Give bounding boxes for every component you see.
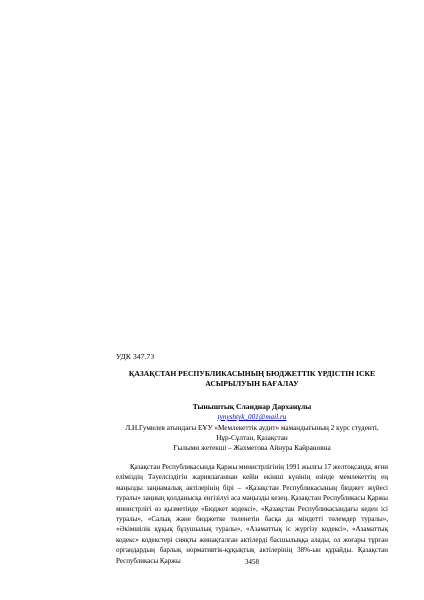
author-email-link[interactable]: tynyshtyk_001@mail.ru — [217, 413, 287, 421]
affiliation-block — [116, 423, 388, 453]
affiliation-line-1: Л.Н.Гумилев атындағы ЕҰУ «Мемлекеттік аудит» мамандығының 2 курс студенті, — [125, 424, 379, 432]
affiliation-line-2: Нұр-Сұлтан, Қазақстан — [216, 434, 288, 442]
body-paragraph: Қазақстан Республикасында Қаржы министрлігінің 1991 жылғы 17 желтоқсанда, яғни еліміздің Тәуелсіздігін жариялағаннан кейін екінші күнінің өзінде мемлекеттің ең маңызды заңнамалық актілерінің бірі – «Қазақстан Республикасының бюджет жүйесі туралы» заңның қолданысқа енгізілуі аса маңызды кезең. Қазақстан Республикасы Қаржы министрлігі өз қызметінде «Бюджет кодексі», «Қазақстан Республикасындағы кеден ісі туралы», «Салық және бюджетке төленетін басқа да міндетті төлемдер туралы», «Әкімшілік құқық бұзушылық туралы», «Азаматтық іс жүргізу кодексі», «Азаматтық кодекс» кодекстері сияқты жинақталған актілерді басшылыққа алады, ол жоғары тұрған органдардың барлық нормативтік-құқықтық актілерінің 38%-ын құрайды. Қазақстан Республикасы Қаржы — [116, 463, 388, 565]
article-title — [116, 369, 388, 389]
author-name: Тыныштық Сланднар Дарханұлы — [192, 402, 312, 411]
title-line-1: ҚАЗАҚСТАН РЕСПУБЛИКАСЫНЫҢ БЮДЖЕТТІК ҮРДІСТІН ІСКЕ — [128, 369, 376, 378]
title-line-2: АСЫРЫЛУЫН БАҒАЛАУ — [205, 379, 299, 388]
udk-code: УДК 347.73 — [116, 352, 155, 361]
page-number: 3458 — [245, 558, 259, 566]
affiliation-line-3: Ғылыми жетекші – Жахметова Айнура Кайрановна — [173, 444, 331, 452]
